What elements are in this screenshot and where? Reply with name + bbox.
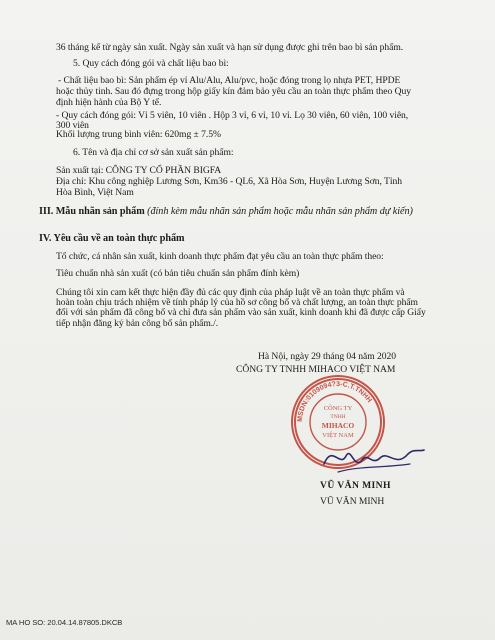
- seal-line: CÔNG TY: [323, 405, 353, 412]
- seal-ring-text: MSDN:0109094?3-C.T.TNHH: [296, 380, 373, 423]
- body-line: Tiêu chuẩn nhà sản xuất (có bản tiêu chuẩn sản phẩm đính kèm): [56, 268, 300, 279]
- body-line: hoàn toàn chịu trách nhiệm về tính pháp lý của hồ sơ công bố và chất lượng, an toàn thực phẩm: [56, 297, 418, 308]
- item-heading-packaging: 5. Quy cách đóng gói và chất liệu bao bì:: [73, 58, 229, 69]
- body-line: Địa chỉ: Khu công nghiệp Lương Sơn, Km36 - QL6, Xã Hòa Sơn, Huyện Lương Sơn, Tỉnh: [56, 176, 402, 187]
- section-3-title: [39, 206, 413, 217]
- seal-line: VIỆT NAM: [322, 432, 354, 439]
- body-line: định hiện hành của Bộ Y tế.: [56, 97, 162, 108]
- body-line: Sản xuất tại: CÔNG TY CỔ PHẦN BIGFA: [56, 165, 222, 176]
- seal-line: TNHH: [330, 414, 346, 420]
- body-line: Chúng tôi xin cam kết thực hiện đầy đủ các quy định của pháp luật về an toàn thực phẩm và: [56, 287, 405, 298]
- body-line: - Quy cách đóng gói: Vỉ 5 viên, 10 viên . Hộp 3 vỉ, 6 vỉ, 10 vỉ. Lọ 30 viên, 60 viên, 100 viên,: [56, 110, 409, 121]
- body-line: Tổ chức, cá nhân sản xuất, kinh doanh thực phẩm đạt yêu cầu an toàn thực phẩm theo:: [56, 251, 384, 262]
- body-line: - Chất liệu bao bì: Sản phẩm ép vỉ Alu/Alu, Alu/pvc, hoặc đóng trong lọ nhựa PET, HPDE: [58, 75, 401, 86]
- place-date: Hà Nội, ngày 29 tháng 04 năm 2020: [258, 351, 396, 362]
- body-line: 36 tháng kể từ ngày sản xuất. Ngày sản xuất và hạn sử dụng được ghi trên bao bì sản phẩm.: [56, 42, 404, 53]
- handwritten-signature: [318, 438, 428, 482]
- signer-name: VŨ VĂN MINH: [320, 496, 385, 507]
- section-3-note: (đính kèm mẫu nhãn sản phẩm hoặc mẫu nhãn sản phẩm dự kiến): [147, 206, 413, 217]
- body-line: hoặc thủy tinh. Sau đó đựng trong hộp giấy kín đảm bảo yêu cầu an toàn thực phẩm theo Quy: [56, 86, 411, 97]
- seal-line: MIHACO: [321, 421, 355, 430]
- section-4-heading: IV. Yêu cầu về an toàn thực phẩm: [39, 233, 185, 244]
- record-code: MA HO SO: 20.04.14.87805.DKCB: [6, 618, 123, 627]
- body-line: Khối lượng trung bình viên: 620mg ± 7.5%: [56, 129, 221, 140]
- signer-name-caps: VŨ VĂN MINH: [320, 480, 391, 491]
- item-heading-manufacturer: 6. Tên và địa chỉ cơ sở sản xuất sản phẩm:: [73, 147, 234, 158]
- body-line: đối với sản phẩm đã công bố và chỉ đưa sản phẩm vào sản xuất, kinh doanh khi đã được cấp Giấy: [56, 307, 426, 318]
- company-name: CÔNG TY TNHH MIHACO VIỆT NAM: [236, 364, 396, 375]
- body-line: 300 viên: [56, 120, 89, 131]
- body-line: tiếp nhận đăng ký bản công bố sản phẩm./.: [56, 318, 219, 329]
- body-line: Hòa Bình, Việt Nam: [56, 187, 134, 198]
- section-3-heading: III. Mẫu nhãn sản phẩm: [39, 206, 145, 217]
